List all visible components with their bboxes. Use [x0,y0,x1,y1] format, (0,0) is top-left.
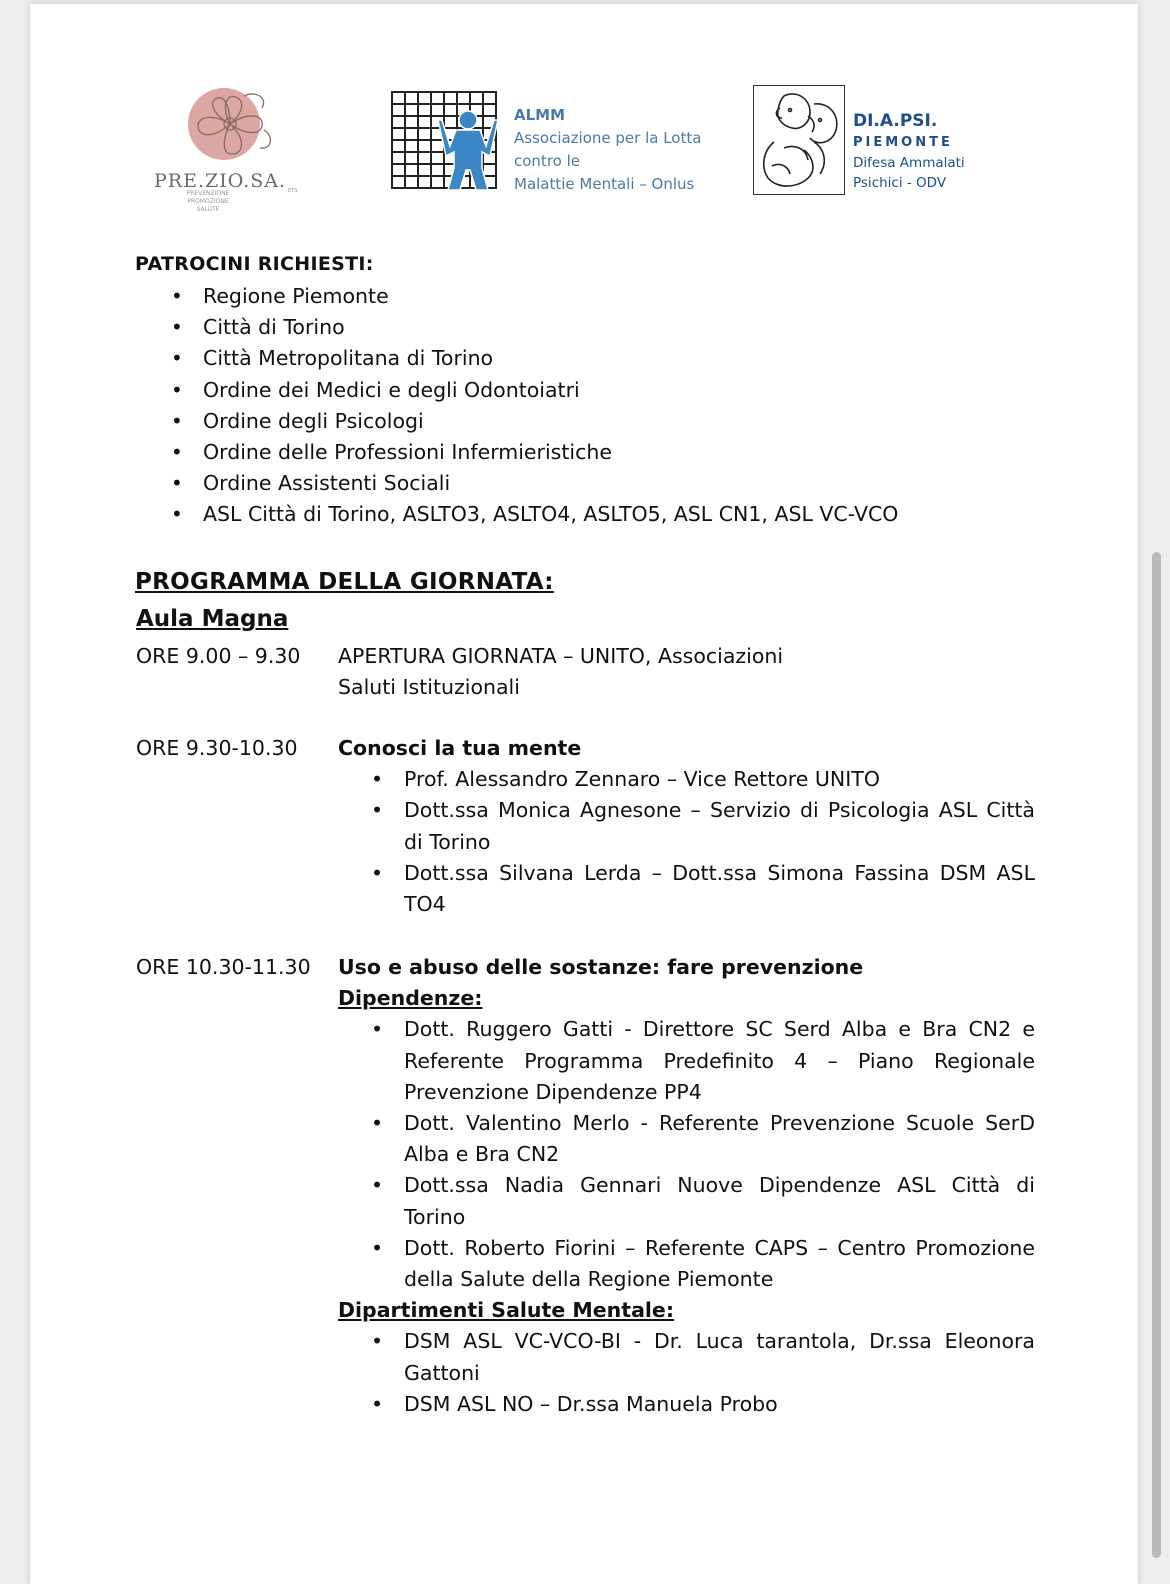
slot-1-line-1: APERTURA GIORNATA – UNITO, Associazioni [338,644,784,668]
diapsi-line-2: Psichici - ODV [853,175,947,191]
almm-line-1: Associazione per la Lotta [514,129,702,147]
prezio-sub-1: PREVENZIONE [186,190,230,197]
list-item: • Dott.ssa Monica Agnesone – Servizio di Psicologia ASL Città di Torino [404,795,1035,857]
aula-heading: Aula Magna [136,606,289,632]
dsm-heading: Dipartimenti Salute Mentale: [338,1298,675,1323]
almm-line-2: contro le [514,152,580,170]
prezio-ets: ETS [288,188,298,194]
list-item: • Città Metropolitana di Torino [203,343,898,374]
slot-2-content [338,733,1035,920]
slot-3-content [338,952,1035,1420]
scrollbar[interactable] [1152,552,1161,1558]
slot-1-content [338,641,1038,703]
prezio-subtitle [178,190,238,214]
prezio-sub-3: SALUTE [196,206,220,213]
almm-title: ALMM [514,106,566,124]
faces-drawing-icon [754,86,844,194]
list-item: • Dott. Valentino Merlo - Referente Prevenzione Scuole SerD Alba e Bra CN2 [404,1108,1035,1170]
diapsi-title: DI.A.PSI. [853,111,938,131]
list-item: • Ordine Assistenti Sociali [203,468,898,499]
list-item: • Dott.ssa Silvana Lerda – Dott.ssa Simona Fassina DSM ASL TO4 [404,858,1035,920]
list-item: • Regione Piemonte [203,281,898,312]
slot-2-list [338,764,1035,920]
diapsi-line-1: Difesa Ammalati [853,155,965,171]
almm-line-3: Malattie Mentali – Onlus [514,175,695,193]
programma-heading: PROGRAMMA DELLA GIORNATA: [135,569,554,595]
list-item: • Ordine degli Psicologi [203,406,898,437]
almm-logo [390,90,720,194]
diapsi-text [853,109,965,193]
dipendenze-list [338,1014,1035,1295]
slot-1-line-2: Saluti Istituzionali [338,675,520,700]
grid-figure-icon [390,90,500,192]
list-item: • Dott. Roberto Fiorini – Referente CAPS – Centro Promozione della Salute della Regione Piemonte [404,1233,1035,1295]
slot-1-time: ORE 9.00 – 9.30 [136,644,301,668]
patrocini-heading: PATROCINI RICHIESTI: [135,253,374,275]
list-item: • Dott.ssa Nadia Gennari Nuove Dipendenze ASL Città di Torino [404,1170,1035,1232]
prezio-name: PRE.ZIO.SA. [154,170,286,192]
slot-2-time: ORE 9.30-10.30 [136,736,298,760]
list-item: • ASL Città di Torino, ASLTO3, ASLTO4, ASLTO5, ASL CN1, ASL VC-VCO [203,499,898,530]
prezio-sub-2: PROMOZIONE [187,198,229,205]
list-item: • Città di Torino [203,312,898,343]
slot-2-title: Conosci la tua mente [338,736,582,760]
list-item: • Ordine dei Medici e degli Odontoiatri [203,375,898,406]
prezio-logo [148,84,308,220]
list-item: • Ordine delle Professioni Infermieristiche [203,437,898,468]
list-item: • Prof. Alessandro Zennaro – Vice Rettore UNITO [404,764,1035,795]
slot-3-title: Uso e abuso delle sostanze: fare prevenzione [338,955,864,979]
list-item: • DSM ASL NO – Dr.ssa Manuela Probo [404,1389,1035,1420]
diapsi-logo [753,85,993,197]
patrocini-list [203,281,898,531]
dsm-list [338,1326,1035,1420]
slot-3-time: ORE 10.30-11.30 [136,955,311,979]
diapsi-region: PIEMONTE [853,135,953,150]
diapsi-box [753,85,845,195]
dipendenze-heading: Dipendenze: [338,986,483,1011]
flower-icon [182,84,282,168]
list-item: • Dott. Ruggero Gatti - Direttore SC Serd Alba e Bra CN2 e Referente Programma Predefinito 4 – Piano Regionale Prevenzione Dipendenze PP4 [404,1014,1035,1108]
list-item: • DSM ASL VC-VCO-BI - Dr. Luca tarantola, Dr.ssa Eleonora Gattoni [404,1326,1035,1388]
almm-text [514,104,701,196]
